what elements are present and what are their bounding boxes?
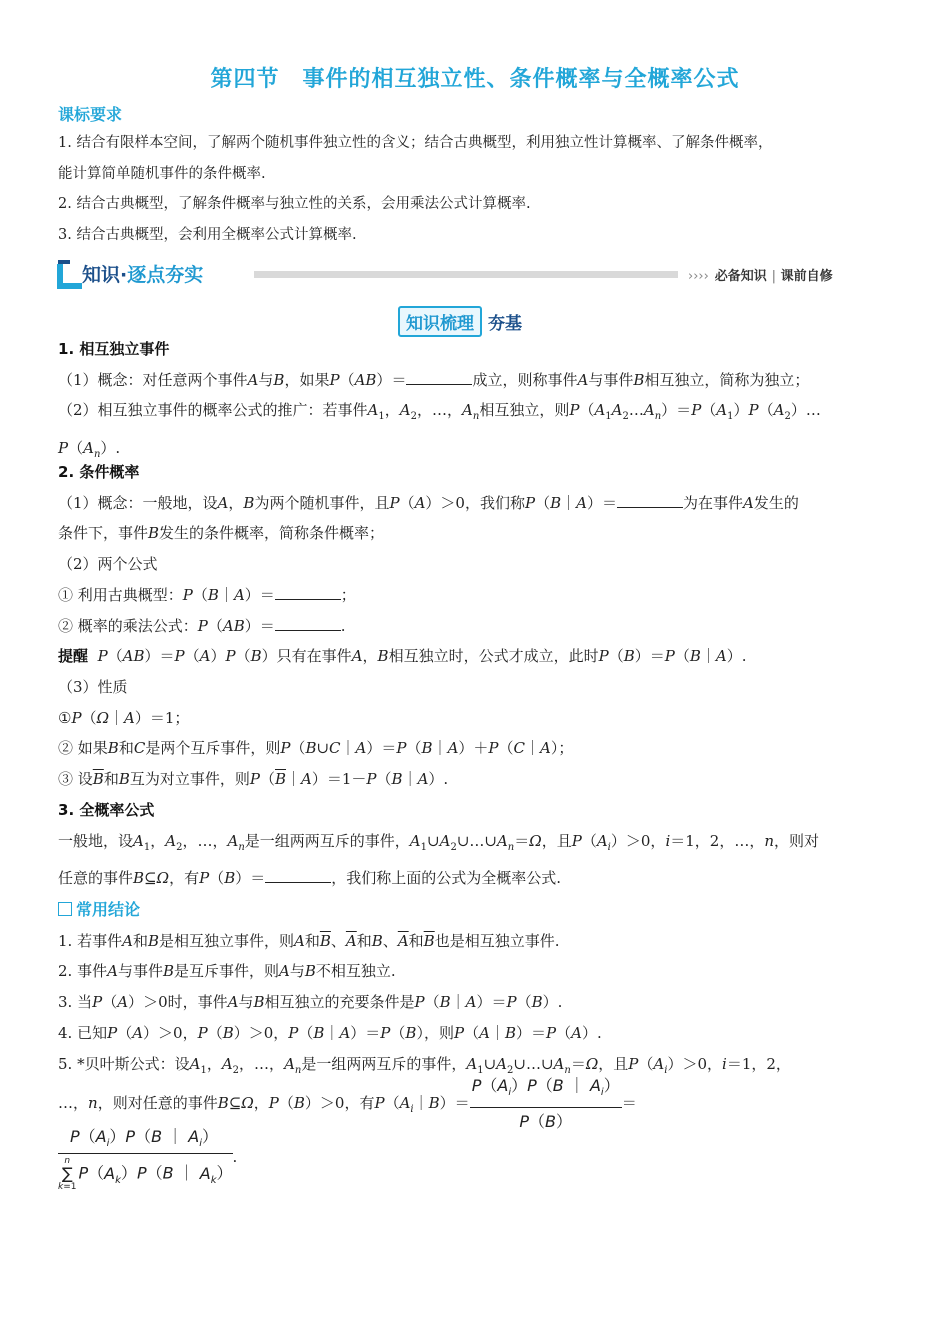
requirement-item: 3. 结合古典概型，会利用全概率公式计算概率. [58,227,357,244]
conclusion-1: 1. 若事件A和B是相互独立事件，则A和$\overline{B}$、$\overline{A}$和B、$\overline{A}$和$\overline{B}$也是相互独立事件. [58,931,560,950]
square-icon [58,902,72,916]
section-conditional-probability [58,457,910,795]
subheading: （2）两个公式 [58,555,158,574]
conclusion-5: 5. *贝叶斯公式：设$A_1$，$A_2$，…，$A_n$是一组两两互斥的事件，$A_1\cup A_2\cup\dots\cup A_n=\Omega$，且$P(A_i)>0$，i＝1，2， [58,1054,791,1076]
conclusion-2: 2. 事件A与事件B是互斥事件，则A与B不相互独立. [58,962,396,981]
definition-line: （1）概念：一般地，设A，B为两个随机事件，且P（A）＞0，我们称P（B｜A）＝ 为在事件A发生的 [58,493,799,512]
common-conclusions [58,895,910,1086]
chevrons-icon: ›››› [688,269,709,284]
blank-line [275,585,341,600]
formula-line-cont: 任意的事件B⊆Ω，有P（B）＝ ，我们称上面的公式为全概率公式. [58,869,562,888]
banner-subtitle: ›››› 必备知识 | 课前自修 [688,269,833,284]
blank-line [617,493,683,508]
section-total-probability [58,795,910,894]
tag-box: 知识梳理 [398,306,482,337]
subheading: （3）性质 [58,677,128,696]
banner-divider [254,271,678,278]
blank-line [406,370,472,385]
tag-word: 夯基 [488,314,522,334]
requirements-heading: 课标要求 [58,105,123,124]
property-2: ② 如果B和C是两个互斥事件，则P（B∪C｜A）＝P（B｜A）＋P（C｜A）； [58,739,574,758]
formula-line-cont: $P(A_n)$. [58,439,121,461]
requirement-item: 1. 结合有限样本空间，了解两个随机事件独立性的含义；结合古典概型，利用独立性计算概率、了解条件概率， [58,135,773,151]
knowledge-tag [398,306,522,336]
section-independent-events [58,334,910,471]
blank-line [275,616,341,631]
bayes-fraction-2: $P(A_i)P(B$ ｜ $A_i$） n ∑ $k=1P(A_k)P(B$ ｜ $A_k$） [58,1124,233,1192]
conclusions-heading: 常用结论 [58,895,910,926]
formula-classical: ① 利用古典概型：P（B｜A）＝ ； [58,585,356,604]
tip-line: 提醒 P（AB）＝P（A）P（B）只有在事件A，B相互独立时，公式才成立，此时P（B）＝P（B｜A）. [58,647,747,666]
formula-multiplication: ② 概率的乘法公式：P（AB）＝ . [58,616,346,635]
property-3: ③ 设$\overline{B}$和B互为对立事件，则$P(\overline{B}|A)=1-P(B|A)$. [58,770,449,789]
banner-title: 知识·逐点夯实 [82,264,204,286]
section-heading: 3. 全概率公式 [58,801,155,819]
tip-label: 提醒 [58,647,89,666]
property-1: ①P（Ω｜A）＝1； [58,708,190,727]
definition-line: （1）概念：对任意两个事件A与B，如果P（AB）＝ 成立，则称事件A与事件B相互独立，简称为独立； [58,370,810,389]
requirement-item: 能计算简单随机事件的条件概率. [58,165,266,182]
bayes-formula-line: …，n，则对任意的事件B⊆Ω，P（B）＞0，有$P(A_i|B)=$ $\frac{P(A_i)P(B | A_i)}{P(B)}$ ＝ [58,1074,637,1134]
blank-line [265,868,331,883]
section-heading: 1. 相互独立事件 [58,340,170,358]
bayes-formula-denominator: $P(A_i)P(B$ ｜ $A_i$） n ∑ $k=1P(A_k)P(B$ ｜ $A_k$） . [58,1124,237,1192]
page-title: 第四节 事件的相互独立性、条件概率与全概率公式 [210,67,740,92]
requirement-item: 2. 结合古典概型，了解条件概率与独立性的关系，会用乘法公式计算概率. [58,196,531,213]
bayes-fraction-1: $\frac{P(A_i)P(B | A_i)}{P(B)}$ [471,1076,620,1132]
conclusion-3: 3. 当P（A）＞0时，事件A与B相互独立的充要条件是P（B｜A）＝P（B）. [58,993,563,1012]
section-heading: 2. 条件概率 [58,463,140,481]
conclusion-4: 4. 已知P（A）＞0，P（B）＞0，P（B｜A）＝P（B），则P（A｜B）＝P（A）. [58,1023,602,1042]
definition-line-cont: 条件下，事件B发生的条件概率，简称条件概率； [58,524,385,543]
requirements-list [58,128,910,251]
formula-line: （2）相互独立事件的概率公式的推广：若事件$A_1$，$A_2$，…，$A_n$相互独立，则$P(A_1A_2\dots A_n)=P(A_1)P(A_2)\dots$ [58,401,821,423]
section-banner [56,256,856,294]
formula-line: 一般地，设$A_1$，$A_2$，…，$A_n$是一组两两互斥的事件，$A_1\cup A_2\cup\dots\cup A_n=\Omega$，且$P(A_i)>0$，i＝1，2，…，n，则对 [58,831,820,853]
